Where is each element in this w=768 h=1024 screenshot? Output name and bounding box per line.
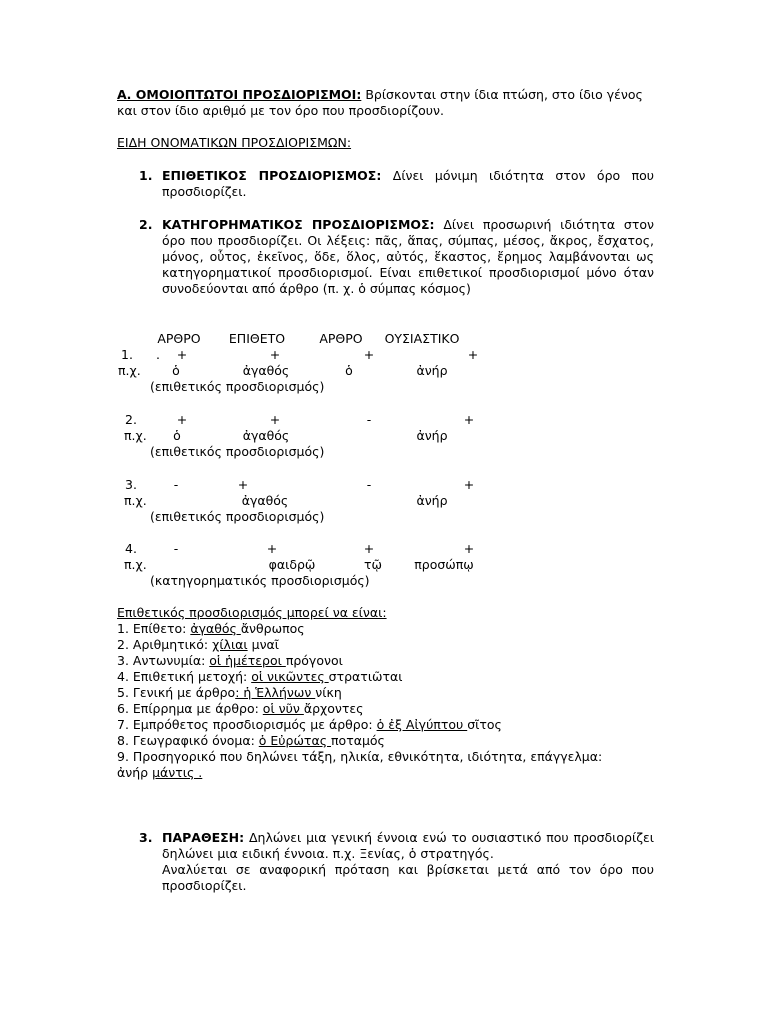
item3-number: 3.: [139, 830, 153, 845]
table-row-number: 1.: [121, 347, 133, 362]
table-sign: +: [463, 541, 475, 556]
table-word: ὁ: [345, 363, 353, 378]
types-heading: ΕΙΔΗ ΟΝΟΜΑΤΙΚΩΝ ΠΡΟΣΔΙΟΡΙΣΜΩΝ:: [117, 135, 352, 150]
table-word: προσώπῳ: [414, 557, 474, 572]
table-word: ὁ: [173, 428, 181, 443]
table-example-label: π.χ.: [124, 428, 147, 443]
table-example-label: π.χ.: [118, 363, 141, 378]
list-item: 1. Επίθετο: ἀγαθός ἄνθρωπος: [117, 621, 305, 636]
table-sign: -: [173, 541, 179, 556]
table-header-article: ΑΡΘΡΟ: [157, 331, 201, 346]
table-sign: +: [176, 412, 188, 427]
table-word: τῷ: [364, 557, 382, 572]
table-example-label: π.χ.: [124, 557, 147, 572]
table-header-adjective: ΕΠΙΘΕΤΟ: [228, 331, 286, 346]
attributive-list-heading: Επιθετικός προσδιορισμός μπορεί να είναι:: [117, 605, 387, 620]
list-item: 8. Γεωγραφικό όνομα: ὁ Εὐρώτας ποταμός: [117, 733, 385, 748]
table-row-number: 2.: [125, 412, 137, 427]
table-word: ἀγαθός: [241, 493, 289, 508]
section-a-paragraph: [117, 87, 654, 103]
table-header-article2: ΑΡΘΡΟ: [319, 331, 363, 346]
table-sign: +: [176, 347, 188, 362]
item1-paragraph: [162, 168, 654, 200]
item2-paragraph: [162, 217, 654, 297]
table-word: ἀνήρ: [416, 363, 448, 378]
table-row-note: (επιθετικός προσδιορισμός): [150, 509, 325, 524]
item2-text: Δίνει προσωρινή ιδιότητα στον όρο που προσδιορίζει. Οι λέξεις: πᾶς, ἅπας, σύμπας, μέσος, ἄκρος, ἔσχατος, μόνος, οὗτος, ἐκεῖνος, ὅδε, ὅλος, αὐτός, ἕκαστος, ἔρημος λαμβάνονται ως κατηγορηματικοί προσδιορισμοί. Είναι επιθετικοί προσδιορισμοί μόνο όταν συνοδεύονται από άρθρο (π. χ. ὁ σύμπας κόσμος): [162, 217, 654, 296]
table-example-label: π.χ.: [124, 493, 147, 508]
table-row-number: 3.: [125, 477, 137, 492]
table-row-note: (επιθετικός προσδιορισμός): [150, 444, 325, 459]
item1-number: 1.: [139, 168, 153, 183]
item2-title: ΚΑΤΗΓΟΡΗΜΑΤΙΚΟΣ ΠΡΟΣΔΙΟΡΙΣΜΟΣ:: [162, 217, 435, 232]
table-word: ἀγαθός: [242, 363, 290, 378]
table-sign: +: [269, 412, 281, 427]
table-sign: +: [467, 347, 479, 362]
list-item-9: 9. Προσηγορικό που δηλώνει τάξη, ηλικία, εθνικότητα, ιδιότητα, επάγγελμα:: [117, 749, 603, 764]
attributive-list: [117, 621, 657, 749]
list-item: 6. Επίρρημα με άρθρο: οἱ νῦν ἄρχοντες: [117, 701, 364, 716]
table-sign: +: [363, 347, 375, 362]
item2-number: 2.: [139, 217, 153, 232]
table-sign: +: [463, 412, 475, 427]
item1-text: Δίνει μόνιμη ιδιότητα στον όρο που προσδιορίζει.: [162, 168, 654, 199]
item3-paragraph: [162, 830, 654, 862]
list-item: 4. Επιθετική μετοχή: οἱ νικῶντες στρατιῶται: [117, 669, 403, 684]
section-a-heading: Α. ΟΜΟΙΟΠΤΩΤΟΙ ΠΡΟΣΔΙΟΡΙΣΜΟΙ:: [117, 87, 362, 102]
table-sign: +: [266, 541, 278, 556]
table-word: φαιδρῷ: [268, 557, 316, 572]
list-item: 7. Εμπρόθετος προσδιορισμός με άρθρο: ὁ ἐξ Αἰγύπτου σῖτος: [117, 717, 502, 732]
table-word: ἀγαθός: [242, 428, 290, 443]
item3-text: Δηλώνει μια γενική έννοια ενώ το ουσιαστικό που προσδιορίζει δηλώνει μια ειδική έννοια. π.χ. Ξενίας, ὁ στρατηγός.: [162, 830, 654, 861]
table-sign: +: [269, 347, 281, 362]
table-sign: -: [366, 477, 372, 492]
list-item: 2. Αριθμητικό: χίλιαι μναῖ: [117, 637, 280, 652]
item1-title: ΕΠΙΘΕΤΙΚΟΣ ΠΡΟΣΔΙΟΡΙΣΜΟΣ:: [162, 168, 382, 183]
item3-title: ΠΑΡΑΘΕΣΗ:: [162, 830, 245, 845]
table-sign: -: [173, 477, 179, 492]
table-sign: +: [463, 477, 475, 492]
table-word: ὁ: [172, 363, 180, 378]
table-header-noun: ΟΥΣΙΑΣΤΙΚΟ: [384, 331, 460, 346]
table-row-note: (επιθετικός προσδιορισμός): [150, 379, 325, 394]
section-a-text-line2: και στον ίδιο αριθμό με τον όρο που προσδιορίζουν.: [117, 103, 444, 118]
table-word: ἀνήρ: [416, 493, 448, 508]
table-word: ἀνήρ: [416, 428, 448, 443]
table-sign: +: [363, 541, 375, 556]
item3-paragraph2: Αναλύεται σε αναφορική πρόταση και βρίσκεται μετά από τον όρο που προσδιορίζει.: [162, 862, 654, 893]
table-sign: +: [237, 477, 249, 492]
table-row-dot: .: [156, 347, 160, 362]
list-item: 5. Γενική με άρθρο: ἡ Ἑλλήνων νίκη: [117, 685, 342, 700]
table-row-note: (κατηγορηματικός προσδιορισμός): [150, 573, 370, 588]
section-a-text: Βρίσκονται στην ίδια πτώση, στο ίδιο γένος: [365, 87, 643, 102]
table-sign: -: [366, 412, 372, 427]
list-item-9-example: ἀνήρ μάντις .: [117, 765, 203, 780]
list-item: 3. Αντωνυμία: οἱ ἡμέτεροι πρόγονοι: [117, 653, 343, 668]
table-row-number: 4.: [125, 541, 137, 556]
